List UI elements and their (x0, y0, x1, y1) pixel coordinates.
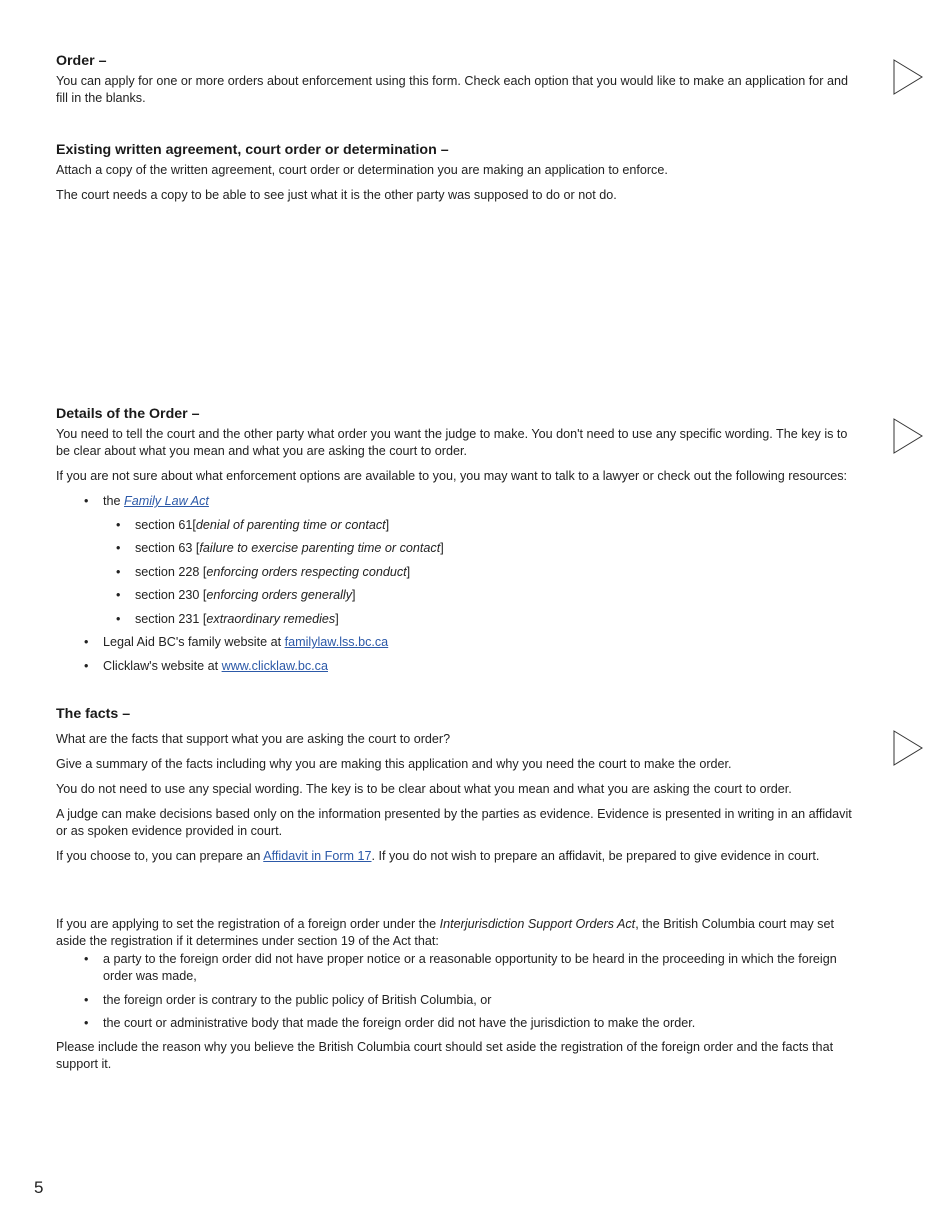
list-item-legalaid: • Legal Aid BC's family website at familylaw.lss.bc.ca (84, 635, 389, 649)
play-arrow-icon[interactable] (893, 418, 923, 454)
existing-p2: The court needs a copy to be able to see just what it is the other party was supposed to do or not do. (56, 188, 617, 202)
order-section (56, 52, 856, 115)
details-heading: Details of the Order – (56, 406, 200, 422)
play-arrow-icon[interactable] (893, 730, 923, 766)
list-item: • the foreign order is contrary to the public policy of British Columbia, or (84, 992, 492, 1007)
list-item-section: • section 61[denial of parenting time or contact] (116, 517, 390, 532)
facts-heading: The facts – (56, 706, 131, 722)
existing-p1: Attach a copy of the written agreement, court order or determination you are making an application to enforce. (56, 163, 668, 177)
list-item-section: • section 63 [failure to exercise parenting time or contact] (116, 541, 444, 555)
foreign-intro: If you are applying to set the registration of a foreign order under the Interjurisdiction Support Orders Act, the British Columbia court may set aside the registration if it determines under section 19 of the Act that: (56, 917, 834, 948)
foreign-closing: Please include the reason why you believe the British Columbia court should set aside the registration of the foreign order and the facts that support it. (56, 1039, 834, 1071)
section-desc: denial of parenting time or contact (195, 517, 386, 532)
order-heading: Order – (56, 53, 107, 69)
affidavit-form17-link[interactable]: Affidavit in Form 17 (263, 849, 372, 863)
details-section (56, 405, 856, 681)
list-item-section: • section 228 [enforcing orders respecting conduct] (116, 564, 411, 579)
section-desc: failure to exercise parenting time or contact (199, 541, 441, 555)
details-p1: You need to tell the court and the other party what order you want the judge to make. You don't need to use any specific wording. The key is to be clear about what you mean and what you are asking the court to order. (56, 427, 848, 458)
play-arrow-icon[interactable] (893, 59, 923, 95)
section-desc: enforcing orders respecting conduct (206, 564, 407, 579)
foreign-order-section (56, 916, 856, 1081)
facts-p4: A judge can make decisions based only on the information presented by the parties as evidence. Evidence is presented in writing in an affidavit or as spoken evidence provided in court. (56, 807, 852, 838)
list-item: • a party to the foreign order did not have proper notice or a reasonable opportunity to be heard in the proceeding in which the foreign order was made, (84, 952, 837, 983)
order-text: You can apply for one or more orders about enforcement using this form. Check each option that you would like to make an application for and fill in the blanks. (56, 74, 849, 105)
facts-p5: If you choose to, you can prepare an Affidavit in Form 17. If you do not wish to prepare an affidavit, be prepared to give evidence in court. (56, 849, 820, 863)
resources-list (56, 493, 856, 675)
details-p2: If you are not sure about what enforcement options are available to you, you may want to talk to a lawyer or check out the following resources: (56, 469, 848, 483)
existing-section (56, 141, 856, 212)
fla-prefix: the (103, 494, 125, 508)
facts-section (56, 705, 856, 873)
existing-heading: Existing written agreement, court order or determination – (56, 142, 449, 158)
list-item: • the court or administrative body that made the foreign order did not have the jurisdiction to make the order. (84, 1016, 696, 1030)
legalaid-link[interactable]: familylaw.lss.bc.ca (284, 635, 389, 649)
facts-p1: What are the facts that support what you are asking the court to order? (56, 732, 451, 746)
list-item-section: • section 231 [extraordinary remedies] (116, 611, 339, 626)
facts-p2: Give a summary of the facts including why you are making this application and why you need the court to make the order. (56, 757, 732, 771)
page-number: 5 (34, 1178, 44, 1197)
foreign-grounds-list (56, 951, 856, 1032)
family-law-act-link[interactable]: Family Law Act (124, 494, 209, 508)
isoa-act-name: Interjurisdiction Support Orders Act (439, 917, 636, 931)
section-desc: enforcing orders generally (206, 588, 353, 602)
list-item-clicklaw: • Clicklaw's website at www.clicklaw.bc.ca (84, 658, 328, 673)
clicklaw-link[interactable]: www.clicklaw.bc.ca (221, 658, 328, 673)
list-item-fla: • the Family Law Act (84, 494, 209, 508)
section-desc: extraordinary remedies (206, 611, 336, 626)
list-item-section: • section 230 [enforcing orders generally] (116, 588, 356, 602)
facts-p3: You do not need to use any special wording. The key is to be clear about what you mean and what you are asking the court to order. (56, 782, 792, 796)
